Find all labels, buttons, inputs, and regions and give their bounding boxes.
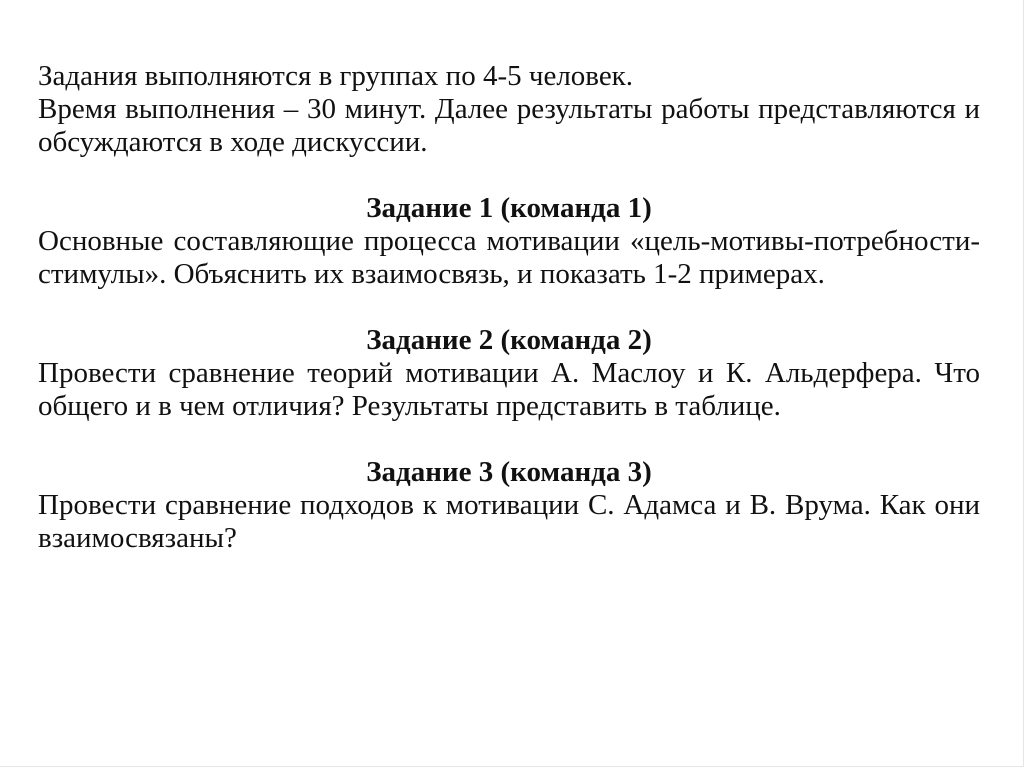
task-1-text: Основные составляющие процесса мотивации «цель-мотивы-потребности-стимулы». Объяснить их взаимосвязь, и показать 1-2 примерах.: [38, 225, 980, 290]
task-2-text: Провести сравнение теорий мотивации А. Маслоу и К. Альдерфера. Что общего и в чем отличия? Результаты представить в таблице.: [38, 357, 980, 422]
slide-content: [38, 60, 980, 555]
spacer: [38, 291, 980, 324]
intro-line-1: Задания выполняются в группах по 4-5 человек.: [38, 60, 634, 92]
task-3-heading: Задание 3 (команда 3): [366, 456, 652, 488]
task-2-heading: Задание 2 (команда 2): [366, 324, 652, 356]
spacer: [38, 159, 980, 192]
spacer: [38, 423, 980, 456]
task-3-text: Провести сравнение подходов к мотивации С. Адамса и В. Врума. Как они взаимосвязаны?: [38, 489, 980, 554]
intro-line-2: Время выполнения – 30 минут. Далее результаты работы представляются и обсуждаются в ходе дискуссии.: [38, 93, 980, 158]
task-1-heading: Задание 1 (команда 1): [366, 192, 652, 224]
